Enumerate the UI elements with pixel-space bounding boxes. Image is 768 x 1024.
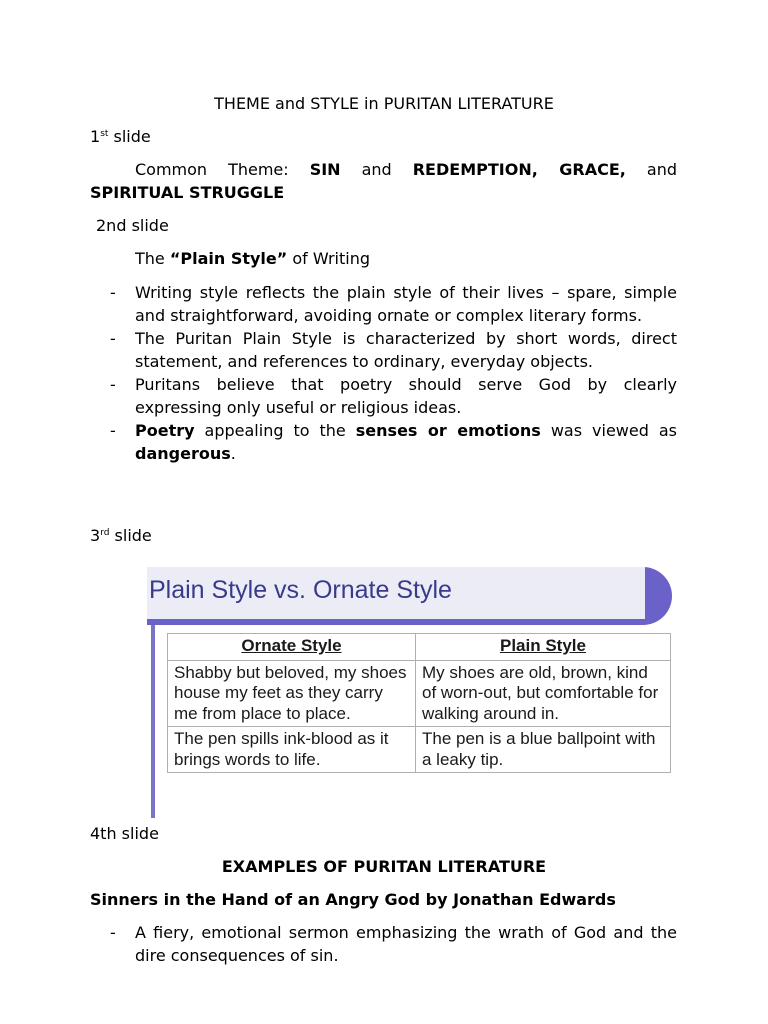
dangerous-bold: dangerous bbox=[135, 444, 231, 463]
list-item bbox=[110, 327, 677, 373]
heading-post: of Writing bbox=[287, 249, 370, 268]
examples-list bbox=[110, 921, 677, 967]
list-item-text: A fiery, emotional sermon emphasizing the wrath of God and the dire consequences of sin. bbox=[135, 923, 677, 965]
document-title: THEME and STYLE in PURITAN LITERATURE bbox=[214, 94, 554, 113]
table-cell: The pen is a blue ballpoint with a leaky tip. bbox=[416, 727, 671, 773]
bullet4-mid2: was viewed as bbox=[540, 421, 678, 440]
table-row bbox=[168, 727, 671, 773]
table-header-row bbox=[168, 634, 671, 661]
slide3-num: 3 bbox=[90, 526, 101, 545]
poetry-bold: Poetry bbox=[135, 421, 195, 440]
work-title: Sinners in the Hand of an Angry God by Jonathan Edwards bbox=[90, 890, 616, 909]
list-item bbox=[110, 921, 677, 967]
list-item-text: The Puritan Plain Style is characterized by short words, direct statement, and references to ordinary, everyday objects. bbox=[135, 329, 677, 371]
list-item-text: Writing style reflects the plain style of their lives – spare, simple and straightforward, avoiding ornate or complex literary forms. bbox=[135, 283, 677, 325]
bullet4-end: . bbox=[230, 444, 236, 463]
slide1-sup: st bbox=[100, 129, 109, 139]
slide4-label: 4th slide bbox=[90, 824, 159, 843]
dash-marker: - bbox=[110, 923, 116, 942]
table-cell: The pen spills ink-blood as it brings words to life. bbox=[168, 727, 416, 773]
bullet4-mid1: appealing to the bbox=[194, 421, 356, 440]
slide1-num: 1 bbox=[90, 127, 101, 146]
slide-title: Plain Style vs. Ornate Style bbox=[149, 576, 452, 604]
slide3-word: slide bbox=[114, 526, 152, 545]
slide2-label: 2nd slide bbox=[96, 216, 169, 235]
style-comparison-table bbox=[167, 633, 671, 773]
examples-heading: EXAMPLES OF PURITAN LITERATURE bbox=[221, 857, 547, 876]
plain-style-list bbox=[110, 281, 678, 465]
theme-sin: SIN bbox=[309, 160, 341, 179]
theme-prefix: Common Theme: bbox=[135, 160, 310, 179]
slide1-label bbox=[90, 125, 151, 148]
slide-image bbox=[147, 565, 672, 818]
list-item bbox=[110, 419, 678, 465]
table-row bbox=[168, 660, 671, 727]
plain-style-heading bbox=[135, 247, 370, 270]
dash-marker: - bbox=[110, 283, 116, 302]
list-item bbox=[110, 281, 677, 327]
header-ornate: Ornate Style bbox=[168, 634, 416, 661]
heading-bold: “Plain Style” bbox=[169, 249, 288, 268]
heading-pre: The bbox=[135, 249, 170, 268]
theme-and1: and bbox=[340, 160, 413, 179]
dash-marker: - bbox=[110, 375, 116, 394]
list-item bbox=[110, 373, 677, 419]
header-plain: Plain Style bbox=[416, 634, 671, 661]
senses-bold: senses or emotions bbox=[355, 421, 541, 440]
slide1-word: slide bbox=[113, 127, 151, 146]
dash-marker: - bbox=[110, 421, 116, 440]
theme-spiritual-text: SPIRITUAL STRUGGLE bbox=[90, 183, 285, 202]
theme-and2: and bbox=[625, 160, 678, 179]
list-item-text: Puritans believe that poetry should serve God by clearly expressing only useful or religious ideas. bbox=[135, 375, 677, 417]
dash-marker: - bbox=[110, 329, 116, 348]
theme-redemption: REDEMPTION, GRACE, bbox=[412, 160, 626, 179]
table-cell: My shoes are old, brown, kind of worn-out, but comfortable for walking around in. bbox=[416, 660, 671, 727]
theme-spiritual bbox=[90, 181, 284, 204]
slide3-label bbox=[90, 524, 152, 547]
slide-left-bar bbox=[151, 625, 155, 818]
slide3-sup: rd bbox=[100, 528, 110, 538]
theme-line bbox=[135, 158, 677, 181]
table-cell: Shabby but beloved, my shoes house my feet as they carry me from place to place. bbox=[168, 660, 416, 727]
